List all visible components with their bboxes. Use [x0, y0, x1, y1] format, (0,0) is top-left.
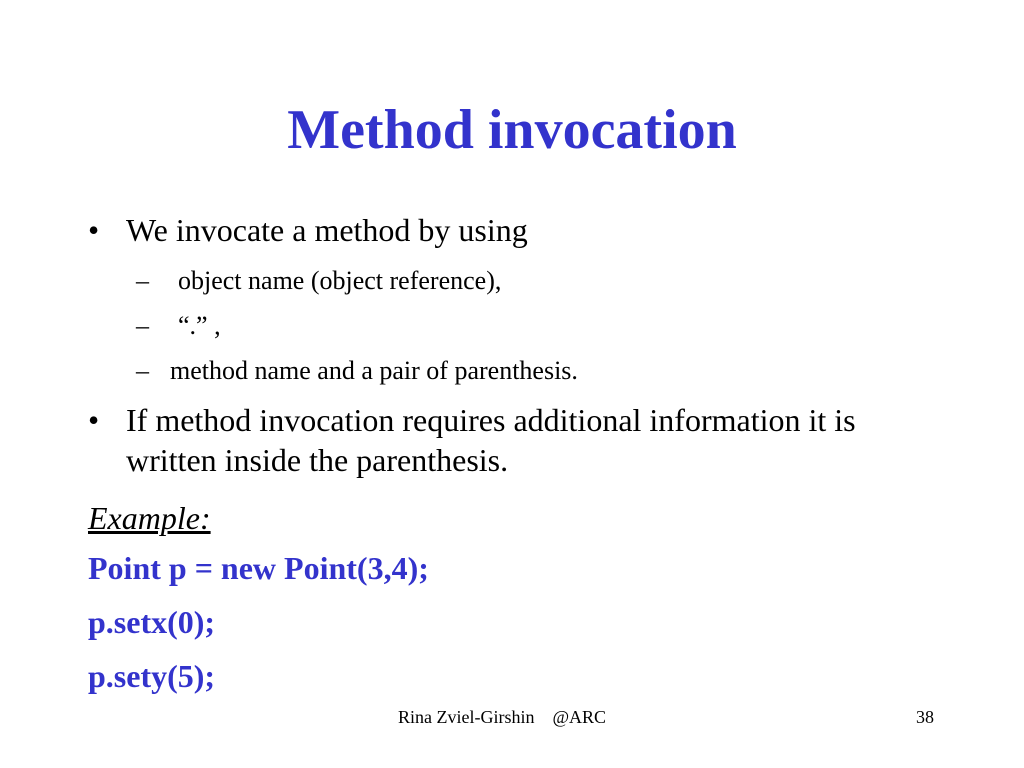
bullet-text: We invocate a method by using	[126, 212, 528, 248]
sub-bullet-item	[136, 310, 221, 342]
slide-title: Method invocation	[287, 99, 737, 161]
sub-bullet-marker: –	[136, 266, 149, 295]
sub-bullet-marker: –	[136, 356, 149, 385]
example-label	[88, 498, 211, 538]
example-label-text: Example:	[88, 500, 211, 536]
sub-bullet-marker: –	[136, 311, 149, 340]
bullet-marker: •	[88, 402, 100, 438]
sub-bullet-item	[136, 355, 578, 387]
sub-bullet-item	[136, 265, 501, 297]
code-line: Point p = new Point(3,4);	[88, 550, 429, 586]
bullet-item	[88, 400, 888, 480]
code-line: p.sety(5);	[88, 658, 216, 694]
bullet-marker: •	[88, 212, 100, 248]
code-line: p.setx(0);	[88, 604, 216, 640]
sub-bullet-text: “.” ,	[178, 311, 221, 340]
footer-author: Rina Zviel-Girshin @ARC	[398, 707, 607, 727]
bullet-text: If method invocation requires additional information it is written inside the parenthesis.	[126, 402, 856, 478]
page-number: 38	[916, 707, 934, 727]
sub-bullet-text: method name and a pair of parenthesis.	[170, 356, 578, 385]
sub-bullet-text: object name (object reference),	[178, 266, 502, 295]
bullet-item	[88, 210, 528, 250]
